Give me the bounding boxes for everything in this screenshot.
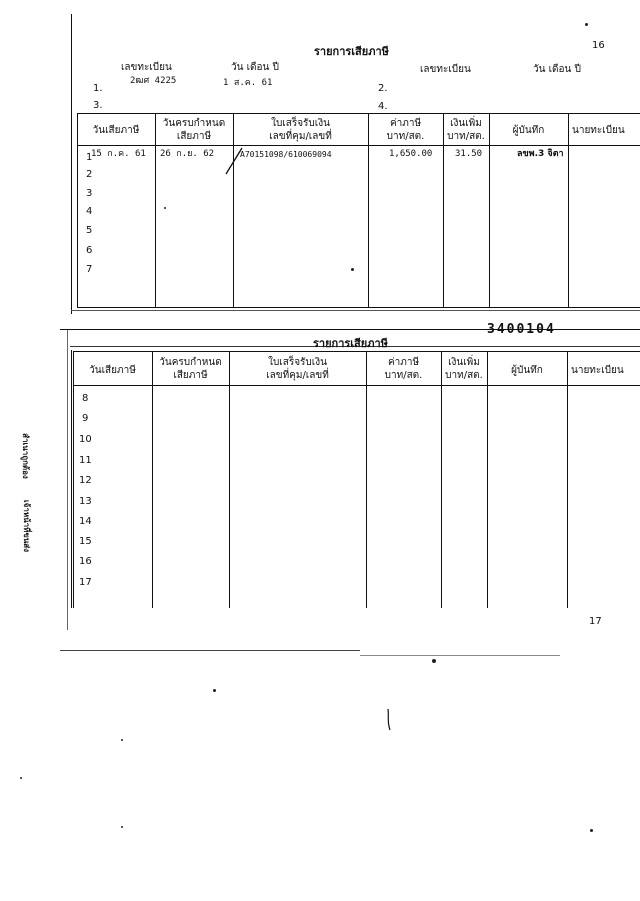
table1-header-tax-1: ค่าภาษี bbox=[389, 118, 422, 129]
table2-top-rule bbox=[73, 351, 640, 352]
table1-col-rule-6 bbox=[568, 113, 569, 307]
scan-left-edge-top bbox=[71, 14, 72, 314]
scan-speck bbox=[585, 23, 588, 26]
table2-header-receipt-2: เลขที่คุม/เลขที่ bbox=[266, 370, 329, 381]
table2-col-rule-3 bbox=[366, 351, 367, 608]
table2-header-rule bbox=[73, 385, 640, 386]
page-number-bottom: 17 bbox=[589, 616, 602, 627]
table2-col-rule-6 bbox=[567, 351, 568, 608]
table1-row1-surcharge: 31.50 bbox=[455, 149, 483, 159]
date-label-left: วัน เดือน ปี bbox=[231, 62, 279, 73]
table2-row-number-9: 9 bbox=[82, 413, 89, 424]
table1-row-number-4: 4 bbox=[86, 206, 93, 217]
pen-tick-mark bbox=[384, 708, 394, 732]
table1-row-number-3: 3 bbox=[86, 188, 93, 199]
entry-1-date: 1 ส.ค. 61 bbox=[223, 78, 273, 88]
table1-row1-recorder: ลขพ.3 จิตา bbox=[517, 149, 564, 159]
lower-stamp-number: 3400104 bbox=[487, 322, 556, 337]
table2-row-number-10: 10 bbox=[79, 434, 92, 445]
scan-left-edge-bottom bbox=[71, 350, 72, 608]
table2-header-recorder: ผู้บันทึก bbox=[511, 365, 543, 376]
scan-inner-left-edge bbox=[67, 330, 68, 630]
entry-1-registration: 2ฒศ 4225 bbox=[130, 76, 177, 86]
table1-row-number-1: 1 bbox=[86, 152, 93, 163]
table1-header-tax-2: บาท/สต. bbox=[386, 131, 425, 142]
scan-speck bbox=[121, 739, 123, 741]
table2-header-registrar: นายทะเบียน bbox=[571, 365, 624, 376]
page-number-top: 16 bbox=[592, 40, 605, 51]
table1-row-number-7: 7 bbox=[86, 264, 93, 275]
scan-speck bbox=[351, 268, 354, 271]
table1-header-receipt-2: เลขที่คุม/เลขที่ bbox=[269, 131, 332, 142]
pen-stroke-mark bbox=[224, 146, 246, 176]
table1-bottom-rule bbox=[77, 307, 640, 308]
top-section-title: รายการเสียภาษี bbox=[314, 45, 389, 58]
scan-speck bbox=[432, 659, 436, 663]
table1-header-due-date-1: วันครบกำหนด bbox=[162, 118, 226, 129]
entry-3-number: 3. bbox=[93, 100, 103, 111]
table2-header-receipt-1: ใบเสร็จรับเงิน bbox=[268, 357, 327, 368]
table2-col-rule-4 bbox=[441, 351, 442, 608]
scan-bottom-edge-2 bbox=[360, 655, 560, 656]
table1-col-rule-0 bbox=[77, 113, 78, 307]
side-stamp-line-2: เจ้าหน้าที่ขนส่ง bbox=[22, 499, 32, 553]
table2-row-number-12: 12 bbox=[79, 475, 92, 486]
table2-header-surcharge-1: เงินเพิ่ม bbox=[448, 357, 480, 368]
entry-4-number: 4. bbox=[378, 101, 388, 112]
table1-col-rule-5 bbox=[489, 113, 490, 307]
table2-header-due-date-2: เสียภาษี bbox=[173, 370, 208, 381]
table1-header-recorder: ผู้บันทึก bbox=[512, 125, 545, 136]
scan-fold-line-1 bbox=[71, 310, 640, 311]
table2-col-rule-2 bbox=[229, 351, 230, 608]
table1-row-number-6: 6 bbox=[86, 245, 93, 256]
table2-header-due-date-1: วันครบกำหนด bbox=[159, 357, 222, 368]
table2-row-number-16: 16 bbox=[79, 556, 92, 567]
table2-header-surcharge-2: บาท/สต. bbox=[445, 370, 483, 381]
scan-bottom-edge bbox=[60, 650, 360, 651]
table1-header-receipt-1: ใบเสร็จรับเงิน bbox=[271, 118, 330, 129]
table1-row1-tax: 1,650.00 bbox=[389, 149, 433, 159]
table2-row-number-11: 11 bbox=[79, 455, 92, 466]
table2-row-number-8: 8 bbox=[82, 393, 89, 404]
scan-speck bbox=[164, 207, 166, 209]
side-stamp-line-1: สำเนาถูกต้อง bbox=[20, 433, 30, 479]
lower-section-title: รายการเสียภาษี bbox=[313, 337, 388, 350]
table2-row-number-15: 15 bbox=[79, 536, 92, 547]
table2-row-number-14: 14 bbox=[79, 516, 92, 527]
table2-header-tax-1: ค่าภาษี bbox=[387, 357, 420, 368]
date-label-right: วัน เดือน ปี bbox=[533, 64, 581, 75]
reg-label-right: เลขทะเบียน bbox=[420, 64, 471, 75]
scan-speck bbox=[213, 689, 216, 692]
table2-col-rule-0 bbox=[73, 351, 74, 608]
entry-1-number: 1. bbox=[93, 83, 103, 94]
table1-header-due-date-2: เสียภาษี bbox=[176, 131, 212, 142]
table2-col-rule-1 bbox=[152, 351, 153, 608]
table2-header-tax-2: บาท/สต. bbox=[384, 370, 423, 381]
table1-header-registrar: นายทะเบียน bbox=[572, 125, 625, 136]
table2-header-pay-date: วันเสียภาษี bbox=[89, 365, 136, 376]
scan-speck bbox=[121, 826, 123, 828]
certified-copy-side-stamp bbox=[20, 372, 60, 612]
table1-row1-pay-date: 15 ก.ค. 61 bbox=[91, 149, 146, 159]
table1-row-number-2: 2 bbox=[86, 169, 93, 180]
table1-top-rule bbox=[77, 113, 640, 114]
table1-row1-receipt: A70151098/610069094 bbox=[240, 150, 332, 159]
table1-header-pay-date: วันเสียภาษี bbox=[92, 125, 140, 136]
entry-2-number: 2. bbox=[378, 83, 388, 94]
table1-row1-due-date: 26 ก.ย. 62 bbox=[160, 149, 215, 159]
table1-row-number-5: 5 bbox=[86, 225, 93, 236]
reg-label-left: เลขทะเบียน bbox=[121, 62, 172, 73]
scan-speck bbox=[590, 829, 593, 832]
table2-row-number-17: 17 bbox=[79, 577, 92, 588]
scan-speck bbox=[20, 777, 22, 779]
table2-col-rule-5 bbox=[487, 351, 488, 608]
table1-header-rule bbox=[77, 145, 640, 146]
table1-header-surcharge-1: เงินเพิ่ม bbox=[450, 118, 482, 129]
table1-header-surcharge-2: บาท/สต. bbox=[447, 131, 485, 142]
table2-row-number-13: 13 bbox=[79, 496, 92, 507]
